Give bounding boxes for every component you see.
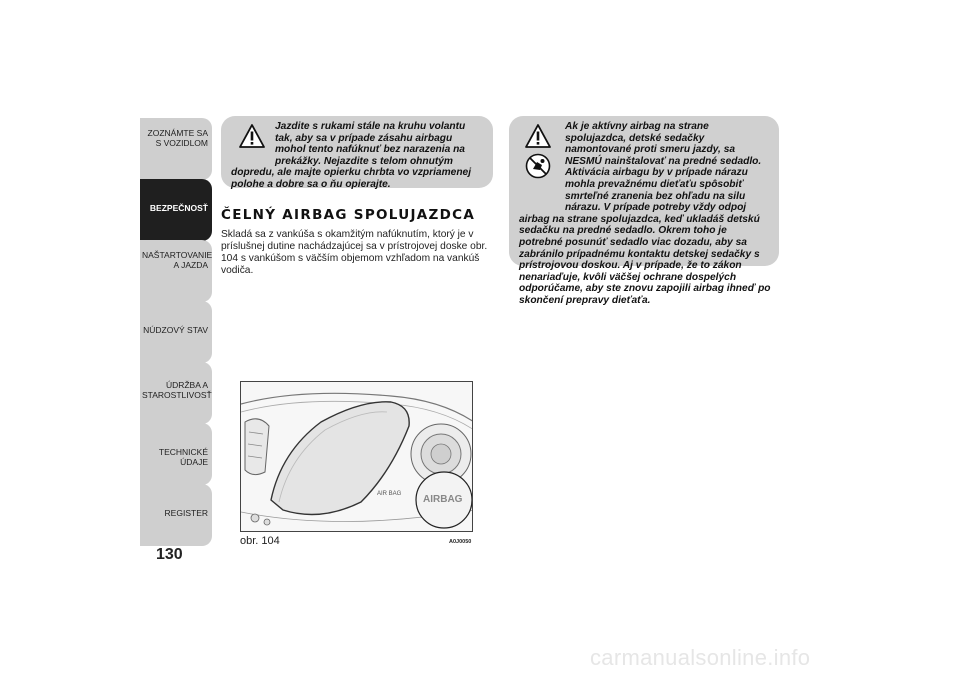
section-title: ČELNÝ AIRBAG SPOLUJAZDCA [221, 207, 476, 223]
tab-emergency[interactable]: NÚDZOVÝ STAV [140, 301, 212, 363]
warning-text: dopredu, ale majte opierku chrbta vo vzpriamenej polohe a dobre sa o ňu opierajte. [231, 167, 472, 190]
figure-caption: obr. 104 [240, 535, 280, 547]
warning-box-child-seat [509, 116, 779, 306]
airbag-illustration [240, 381, 473, 532]
warning-text: airbag na strane spolujazdca, keď ukladáš detskú sedačku na predné sedadlo. Okrem toho je potrebné posunúť sedadlo viac dozadu, aby sa zabránilo prípadnému kontaktu detskej sedačky s prístrojovou doskou. Aj v prípade, že to zákon nenariaďuje, kvôli väčšej ochrane dospelých odporúčame, aby ste znovu zapojili airbag ihneď po skončení prepravy dieťaťa. [519, 213, 771, 306]
tab-maintenance[interactable]: ÚDRŽBA A STAROSTLIVOSŤ [140, 362, 212, 424]
warning-triangle-icon [525, 124, 551, 148]
tab-safety[interactable]: BEZPEČNOSŤ [140, 179, 212, 241]
child-seat-prohibited-icon [525, 153, 551, 179]
tab-index[interactable]: REGISTER [140, 484, 212, 546]
tab-starting-driving[interactable]: NAŠTARTOVANIE A JAZDA [140, 240, 212, 302]
warning-box-steering [221, 116, 493, 188]
page-number: 130 [156, 546, 183, 563]
tab-technical-data[interactable]: TECHNICKÉ ÚDAJE [140, 423, 212, 485]
section-body: Skladá sa z vankúša s okamžitým nafúknutím, ktorý je v príslušnej dutine nachádzajúcej sa v prístrojovej doske obr. 104 s vankúšom s väčším objemom vzhľadom na vankúš vodiča. [221, 229, 488, 276]
figure-code: A0J0050 [449, 539, 472, 545]
airbag-label-large: AIRBAG [423, 494, 463, 505]
dashboard-drawing [241, 382, 473, 532]
airbag-label-small: AIR BAG [377, 491, 402, 497]
watermark: carmanualsonline.info [590, 645, 811, 670]
warning-text-indented: Jazdite s rukami stále na kruhu volantu tak, aby sa v prípade zásahu airbagu mohol tento nafúknuť bez narazenia na prekážky. Nejazdite s telom ohnutým [275, 121, 466, 167]
warning-text-indented: Ak je aktívny airbag na strane spolujazdca, detské sedačky namontované proti smeru jazdy, sa NESMÚ nainštalovať na predné sedadlo. Aktivácia airbagu by v prípade nárazu mohla prevažnému dieťaťu spôsobiť smrteľné zranenia bez ohľadu na silu nárazu. V prípade potreby vždy odpoj [565, 121, 762, 214]
warning-triangle-icon [239, 124, 265, 148]
tab-vehicle-intro[interactable]: ZOZNÁMTE SA S VOZIDLOM [140, 118, 212, 180]
